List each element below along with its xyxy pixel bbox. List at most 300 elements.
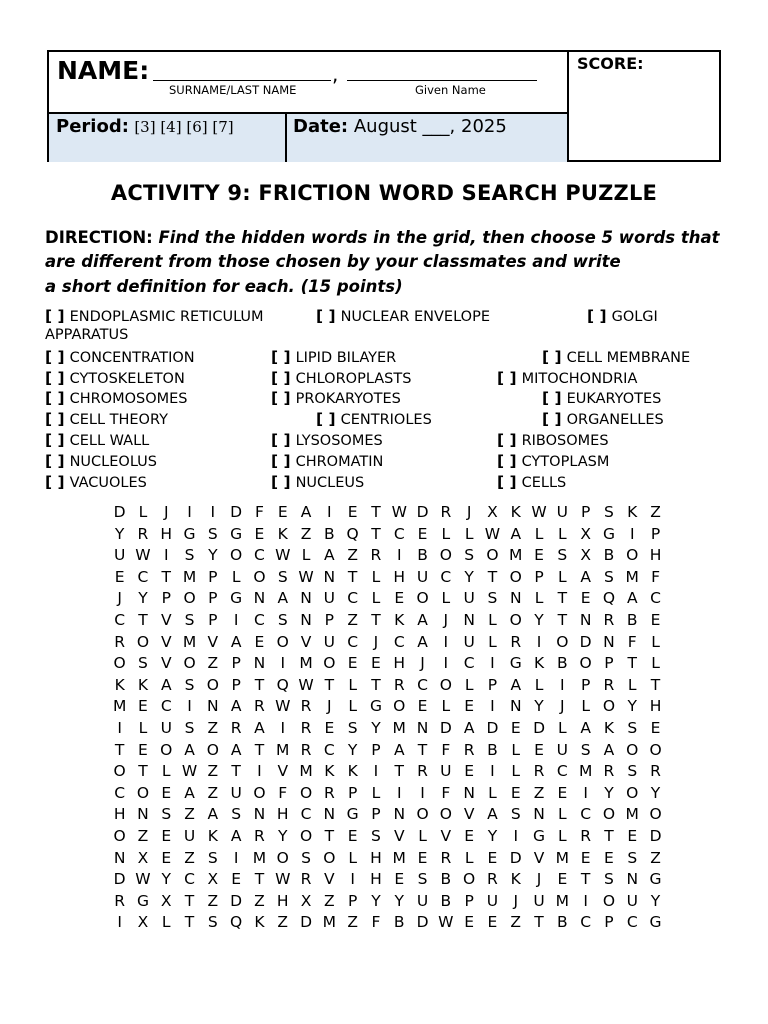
grid-letter[interactable]: S	[207, 913, 218, 932]
grid-letter[interactable]: J	[327, 697, 332, 716]
grid-letter[interactable]: Y	[347, 740, 358, 759]
grid-letter[interactable]: L	[558, 805, 567, 824]
grid-letter[interactable]: L	[138, 719, 148, 737]
grid-letter[interactable]: I	[490, 654, 495, 673]
grid-letter[interactable]: R	[254, 697, 265, 716]
grid-letter[interactable]: K	[254, 913, 265, 932]
grid-letter[interactable]: A	[254, 719, 265, 737]
grid-letter[interactable]: P	[650, 524, 661, 543]
grid-letter[interactable]: Z	[137, 827, 149, 845]
grid-letter[interactable]: C	[347, 632, 359, 651]
grid-letter[interactable]: A	[230, 827, 242, 845]
grid-letter[interactable]: T	[114, 740, 125, 759]
grid-letter[interactable]: A	[230, 697, 242, 716]
grid-letter[interactable]: W	[438, 913, 454, 932]
grid-letter[interactable]: E	[510, 719, 521, 737]
grid-letter[interactable]: C	[254, 611, 265, 629]
grid-letter[interactable]: R	[300, 697, 312, 716]
grid-letter[interactable]: A	[626, 589, 638, 608]
grid-letter[interactable]: T	[324, 827, 335, 845]
grid-letter[interactable]: O	[439, 675, 452, 694]
grid-letter[interactable]: S	[371, 827, 381, 845]
grid-letter[interactable]: O	[183, 589, 196, 608]
grid-letter[interactable]: C	[580, 805, 592, 824]
grid-letter[interactable]: D	[509, 848, 522, 867]
grid-letter[interactable]: H	[370, 848, 382, 867]
grid-letter[interactable]: O	[113, 654, 126, 673]
grid-letter[interactable]: D	[230, 503, 243, 521]
word-checkbox[interactable]: [ ]	[497, 452, 517, 470]
grid-letter[interactable]: N	[253, 654, 266, 673]
grid-letter[interactable]: H	[370, 870, 382, 889]
grid-letter[interactable]: I	[163, 546, 169, 565]
word-checkbox[interactable]: [ ]	[497, 431, 517, 449]
grid-letter[interactable]: J	[513, 891, 519, 910]
grid-letter[interactable]: L	[348, 675, 357, 694]
word-checkbox[interactable]: [ ]	[45, 348, 65, 366]
grid-letter[interactable]: T	[138, 762, 148, 781]
grid-letter[interactable]: T	[627, 654, 637, 673]
grid-letter[interactable]: L	[627, 675, 637, 694]
surname-line[interactable]	[153, 80, 331, 81]
grid-letter[interactable]: L	[534, 589, 544, 608]
grid-letter[interactable]: W	[275, 697, 291, 716]
grid-letter[interactable]: O	[253, 567, 266, 586]
grid-letter[interactable]: T	[394, 762, 404, 781]
grid-letter[interactable]: P	[347, 891, 358, 910]
grid-letter[interactable]: N	[323, 805, 336, 824]
grid-letter[interactable]: I	[350, 870, 355, 889]
grid-letter[interactable]: U	[556, 503, 569, 521]
grid-letter[interactable]: R	[114, 891, 126, 910]
grid-letter[interactable]: S	[627, 719, 638, 737]
grid-letter[interactable]: H	[276, 891, 289, 910]
grid-letter[interactable]: R	[487, 870, 498, 889]
grid-letter[interactable]: T	[650, 675, 661, 694]
grid-letter[interactable]: T	[604, 827, 614, 845]
grid-letter[interactable]: V	[207, 632, 219, 651]
grid-letter[interactable]: Y	[371, 719, 381, 737]
grid-letter[interactable]: T	[184, 913, 195, 932]
grid-letter[interactable]: O	[136, 632, 150, 651]
grid-letter[interactable]: P	[580, 503, 591, 521]
word-checkbox[interactable]: [ ]	[45, 307, 65, 325]
grid-letter[interactable]: T	[371, 524, 381, 543]
grid-letter[interactable]: I	[583, 891, 588, 910]
grid-letter[interactable]: L	[651, 654, 660, 673]
grid-letter[interactable]: J	[443, 611, 449, 629]
grid-letter[interactable]: B	[417, 546, 428, 565]
grid-letter[interactable]: U	[463, 589, 475, 608]
grid-letter[interactable]: K	[114, 675, 125, 694]
grid-letter[interactable]: Y	[371, 891, 381, 910]
grid-letter[interactable]: E	[557, 870, 568, 889]
grid-letter[interactable]: N	[463, 783, 475, 802]
grid-letter[interactable]: G	[533, 827, 546, 845]
grid-letter[interactable]: M	[555, 848, 570, 867]
grid-letter[interactable]: O	[649, 805, 662, 824]
grid-letter[interactable]: T	[138, 611, 148, 629]
grid-letter[interactable]: P	[534, 567, 544, 586]
grid-letter[interactable]: I	[420, 783, 425, 802]
grid-letter[interactable]: G	[136, 891, 149, 910]
grid-letter[interactable]: L	[231, 567, 241, 586]
grid-letter[interactable]: E	[534, 740, 544, 759]
grid-letter[interactable]: K	[347, 762, 358, 781]
grid-letter[interactable]: E	[650, 719, 661, 737]
grid-letter[interactable]: W	[298, 567, 314, 586]
grid-letter[interactable]: Y	[208, 546, 218, 565]
grid-letter[interactable]: S	[207, 524, 218, 543]
grid-letter[interactable]: S	[487, 589, 498, 608]
grid-letter[interactable]: V	[160, 611, 172, 629]
grid-letter[interactable]: C	[440, 567, 452, 586]
grid-letter[interactable]: R	[603, 675, 615, 694]
grid-letter[interactable]: K	[510, 870, 521, 889]
grid-letter[interactable]: Y	[161, 870, 171, 889]
grid-letter[interactable]: I	[280, 654, 286, 673]
grid-letter[interactable]: K	[207, 827, 218, 845]
grid-letter[interactable]: V	[533, 848, 545, 867]
grid-letter[interactable]: H	[393, 654, 406, 673]
grid-letter[interactable]: N	[509, 589, 522, 608]
grid-letter[interactable]: I	[443, 632, 449, 651]
grid-letter[interactable]: I	[396, 546, 402, 565]
grid-letter[interactable]: I	[187, 503, 192, 521]
grid-letter[interactable]: S	[464, 546, 475, 565]
grid-letter[interactable]: I	[443, 654, 449, 673]
grid-letter[interactable]: S	[580, 740, 591, 759]
grid-letter[interactable]: R	[300, 870, 312, 889]
grid-letter[interactable]: H	[276, 805, 289, 824]
grid-letter[interactable]: J	[560, 697, 565, 716]
grid-letter[interactable]: Z	[207, 719, 219, 737]
grid-letter[interactable]: M	[182, 632, 197, 651]
grid-letter[interactable]: L	[371, 783, 381, 802]
grid-letter[interactable]: F	[278, 783, 288, 802]
grid-letter[interactable]: Y	[394, 891, 404, 910]
grid-letter[interactable]: M	[392, 848, 406, 867]
grid-letter[interactable]: L	[464, 675, 474, 694]
grid-letter[interactable]: E	[534, 546, 544, 565]
grid-letter[interactable]: Y	[604, 783, 614, 802]
grid-letter[interactable]: B	[393, 913, 405, 932]
grid-letter[interactable]: R	[440, 848, 452, 867]
grid-letter[interactable]: A	[417, 632, 428, 651]
grid-letter[interactable]: T	[534, 913, 544, 932]
grid-letter[interactable]: L	[161, 762, 171, 781]
grid-letter[interactable]: V	[393, 827, 405, 845]
grid-letter[interactable]: G	[649, 870, 662, 889]
grid-letter[interactable]: T	[254, 740, 265, 759]
grid-letter[interactable]: O	[253, 783, 266, 802]
grid-letter[interactable]: D	[300, 913, 312, 932]
grid-letter[interactable]: U	[416, 891, 429, 910]
grid-letter[interactable]: P	[161, 589, 171, 608]
grid-letter[interactable]: E	[254, 632, 265, 651]
grid-letter[interactable]: F	[441, 783, 451, 802]
grid-letter[interactable]: A	[230, 740, 242, 759]
grid-letter[interactable]: I	[373, 762, 379, 781]
grid-letter[interactable]: R	[510, 632, 522, 651]
grid-letter[interactable]: Y	[650, 891, 661, 910]
grid-letter[interactable]: T	[161, 567, 171, 586]
grid-letter[interactable]: Z	[324, 891, 335, 910]
grid-letter[interactable]: E	[487, 848, 498, 867]
word-checkbox[interactable]: [ ]	[271, 452, 291, 470]
grid-letter[interactable]: P	[231, 654, 241, 673]
grid-letter[interactable]: L	[581, 697, 590, 716]
word-checkbox[interactable]: [ ]	[45, 431, 65, 449]
grid-letter[interactable]: W	[135, 870, 151, 889]
grid-letter[interactable]: N	[603, 632, 615, 651]
grid-letter[interactable]: C	[556, 762, 568, 781]
grid-letter[interactable]: I	[210, 503, 216, 521]
grid-letter[interactable]: R	[603, 611, 615, 629]
word-checkbox[interactable]: [ ]	[271, 473, 291, 491]
grid-letter[interactable]: A	[580, 567, 591, 586]
grid-letter[interactable]: O	[299, 783, 313, 802]
grid-letter[interactable]: L	[558, 567, 567, 586]
grid-letter[interactable]: G	[602, 524, 615, 543]
grid-letter[interactable]: O	[556, 632, 569, 651]
grid-letter[interactable]: O	[439, 805, 452, 824]
grid-letter[interactable]: B	[557, 654, 568, 673]
grid-letter[interactable]: G	[230, 524, 243, 543]
grid-letter[interactable]: Q	[276, 675, 289, 694]
grid-letter[interactable]: Y	[650, 783, 661, 802]
grid-letter[interactable]: L	[488, 632, 497, 651]
grid-letter[interactable]: M	[625, 567, 639, 586]
grid-letter[interactable]: V	[277, 762, 289, 781]
grid-letter[interactable]: L	[348, 848, 357, 867]
grid-letter[interactable]: B	[626, 611, 638, 629]
grid-letter[interactable]: D	[533, 719, 545, 737]
grid-letter[interactable]: O	[626, 740, 639, 759]
grid-letter[interactable]: X	[487, 503, 498, 521]
grid-letter[interactable]: V	[160, 632, 172, 651]
grid-letter[interactable]: Y	[138, 589, 148, 608]
grid-letter[interactable]: O	[136, 783, 150, 802]
grid-letter[interactable]: A	[417, 611, 428, 629]
grid-letter[interactable]: E	[394, 589, 405, 608]
grid-letter[interactable]: O	[230, 546, 243, 565]
grid-letter[interactable]: L	[488, 611, 497, 629]
grid-letter[interactable]: P	[371, 740, 381, 759]
grid-letter[interactable]: O	[416, 589, 429, 608]
grid-letter[interactable]: R	[137, 524, 149, 543]
grid-letter[interactable]: R	[580, 827, 592, 845]
grid-letter[interactable]: N	[253, 589, 266, 608]
grid-letter[interactable]: E	[464, 697, 475, 716]
grid-letter[interactable]: B	[603, 546, 615, 565]
grid-letter[interactable]: T	[580, 870, 591, 889]
grid-letter[interactable]: I	[629, 524, 635, 543]
grid-letter[interactable]: L	[558, 524, 567, 543]
grid-letter[interactable]: F	[627, 632, 637, 651]
grid-letter[interactable]: C	[254, 546, 265, 565]
grid-letter[interactable]: E	[231, 870, 242, 889]
grid-letter[interactable]: I	[583, 783, 588, 802]
grid-letter[interactable]: P	[371, 805, 381, 824]
grid-letter[interactable]: M	[299, 762, 313, 781]
grid-letter[interactable]: U	[160, 719, 172, 737]
grid-letter[interactable]: M	[555, 891, 570, 910]
grid-letter[interactable]: C	[114, 783, 126, 802]
grid-letter[interactable]: Q	[602, 589, 616, 608]
grid-letter[interactable]: W	[275, 870, 291, 889]
grid-letter[interactable]: L	[441, 589, 451, 608]
grid-letter[interactable]: U	[533, 891, 545, 910]
grid-letter[interactable]: O	[579, 654, 592, 673]
grid-letter[interactable]: S	[277, 611, 288, 629]
grid-letter[interactable]: D	[113, 870, 126, 889]
grid-letter[interactable]: G	[346, 805, 359, 824]
grid-letter[interactable]: L	[558, 827, 567, 845]
grid-letter[interactable]: T	[371, 503, 381, 521]
grid-letter[interactable]: Q	[346, 524, 359, 543]
grid-letter[interactable]: E	[254, 524, 265, 543]
grid-letter[interactable]: N	[323, 567, 336, 586]
grid-letter[interactable]: U	[183, 827, 196, 845]
grid-letter[interactable]: U	[440, 762, 452, 781]
grid-letter[interactable]: C	[114, 611, 126, 629]
grid-letter[interactable]: C	[300, 805, 312, 824]
grid-letter[interactable]: A	[207, 805, 219, 824]
grid-letter[interactable]: S	[277, 567, 288, 586]
grid-letter[interactable]: C	[626, 913, 638, 932]
grid-letter[interactable]: T	[417, 740, 428, 759]
grid-letter[interactable]: Y	[534, 697, 544, 716]
grid-letter[interactable]: S	[231, 805, 242, 824]
grid-letter[interactable]: E	[161, 783, 172, 802]
grid-letter[interactable]: X	[160, 891, 172, 910]
grid-letter[interactable]: I	[257, 762, 262, 781]
grid-letter[interactable]: K	[394, 611, 405, 629]
grid-letter[interactable]: X	[300, 891, 312, 910]
grid-letter[interactable]: E	[394, 870, 405, 889]
grid-letter[interactable]: U	[486, 891, 499, 910]
grid-letter[interactable]: O	[183, 654, 196, 673]
grid-letter[interactable]: O	[602, 805, 616, 824]
grid-letter[interactable]: K	[533, 654, 545, 673]
grid-letter[interactable]: A	[230, 632, 242, 651]
grid-letter[interactable]: O	[113, 827, 126, 845]
grid-letter[interactable]: A	[160, 675, 172, 694]
grid-letter[interactable]: K	[324, 762, 335, 781]
grid-letter[interactable]: W	[298, 675, 314, 694]
grid-letter[interactable]: R	[370, 546, 382, 565]
grid-letter[interactable]: S	[604, 870, 614, 889]
grid-letter[interactable]: M	[252, 848, 267, 867]
grid-letter[interactable]: N	[533, 805, 545, 824]
grid-letter[interactable]: D	[113, 503, 126, 521]
grid-letter[interactable]: E	[371, 654, 381, 673]
grid-letter[interactable]: Q	[230, 913, 243, 932]
word-checkbox[interactable]: [ ]	[497, 369, 517, 387]
grid-letter[interactable]: T	[557, 589, 568, 608]
grid-letter[interactable]: V	[160, 654, 172, 673]
word-checkbox[interactable]: [ ]	[542, 410, 562, 428]
grid-letter[interactable]: O	[649, 740, 662, 759]
grid-letter[interactable]: B	[440, 891, 452, 910]
grid-letter[interactable]: L	[488, 783, 497, 802]
grid-letter[interactable]: I	[280, 719, 286, 737]
grid-letter[interactable]: I	[396, 783, 402, 802]
grid-letter[interactable]: L	[464, 848, 474, 867]
word-checkbox[interactable]: [ ]	[271, 348, 291, 366]
grid-letter[interactable]: G	[369, 697, 382, 716]
grid-letter[interactable]: Z	[347, 611, 358, 629]
grid-letter[interactable]: E	[650, 611, 661, 629]
grid-letter[interactable]: M	[112, 697, 127, 716]
grid-letter[interactable]: W	[135, 546, 151, 565]
grid-letter[interactable]: K	[603, 719, 615, 737]
grid-letter[interactable]: R	[417, 762, 428, 781]
grid-letter[interactable]: F	[651, 567, 660, 586]
grid-letter[interactable]: R	[300, 740, 312, 759]
grid-letter[interactable]: W	[484, 524, 501, 543]
grid-letter[interactable]: G	[649, 913, 662, 932]
grid-letter[interactable]: N	[416, 719, 429, 737]
grid-letter[interactable]: L	[138, 503, 148, 521]
word-checkbox[interactable]: [ ]	[45, 369, 65, 387]
grid-letter[interactable]: Y	[464, 567, 474, 586]
grid-letter[interactable]: O	[160, 740, 173, 759]
grid-letter[interactable]: B	[487, 740, 498, 759]
grid-letter[interactable]: N	[300, 589, 312, 608]
grid-letter[interactable]: J	[420, 654, 425, 673]
grid-letter[interactable]: Z	[300, 524, 312, 543]
grid-letter[interactable]: T	[371, 675, 381, 694]
grid-letter[interactable]: R	[603, 762, 615, 781]
grid-letter[interactable]: A	[463, 719, 475, 737]
grid-letter[interactable]: W	[531, 503, 547, 521]
grid-letter[interactable]: Z	[533, 783, 545, 802]
grid-letter[interactable]: R	[393, 675, 405, 694]
grid-letter[interactable]: E	[557, 783, 568, 802]
grid-letter[interactable]: C	[417, 675, 428, 694]
grid-letter[interactable]: S	[207, 848, 218, 867]
grid-letter[interactable]: H	[113, 805, 126, 824]
grid-letter[interactable]: S	[184, 675, 195, 694]
grid-letter[interactable]: Z	[347, 913, 358, 932]
grid-letter[interactable]: I	[536, 632, 542, 651]
word-checkbox[interactable]: [ ]	[45, 452, 65, 470]
grid-letter[interactable]: M	[322, 913, 337, 932]
grid-letter[interactable]: U	[323, 632, 336, 651]
grid-letter[interactable]: T	[347, 567, 358, 586]
grid-letter[interactable]: S	[184, 611, 195, 629]
grid-letter[interactable]: R	[230, 719, 242, 737]
grid-letter[interactable]: O	[602, 697, 616, 716]
grid-letter[interactable]: X	[580, 524, 591, 543]
grid-letter[interactable]: E	[580, 848, 591, 867]
grid-letter[interactable]: F	[254, 503, 264, 521]
grid-letter[interactable]: P	[604, 913, 614, 932]
word-checkbox[interactable]: [ ]	[45, 473, 65, 491]
grid-letter[interactable]: N	[626, 870, 639, 889]
grid-letter[interactable]: L	[534, 675, 544, 694]
grid-letter[interactable]: I	[513, 827, 519, 845]
grid-letter[interactable]: I	[233, 848, 239, 867]
grid-letter[interactable]: S	[604, 567, 614, 586]
grid-letter[interactable]: E	[138, 740, 148, 759]
grid-letter[interactable]: A	[510, 675, 522, 694]
grid-letter[interactable]: M	[578, 762, 593, 781]
grid-letter[interactable]: R	[650, 762, 661, 781]
grid-letter[interactable]: D	[439, 719, 452, 737]
